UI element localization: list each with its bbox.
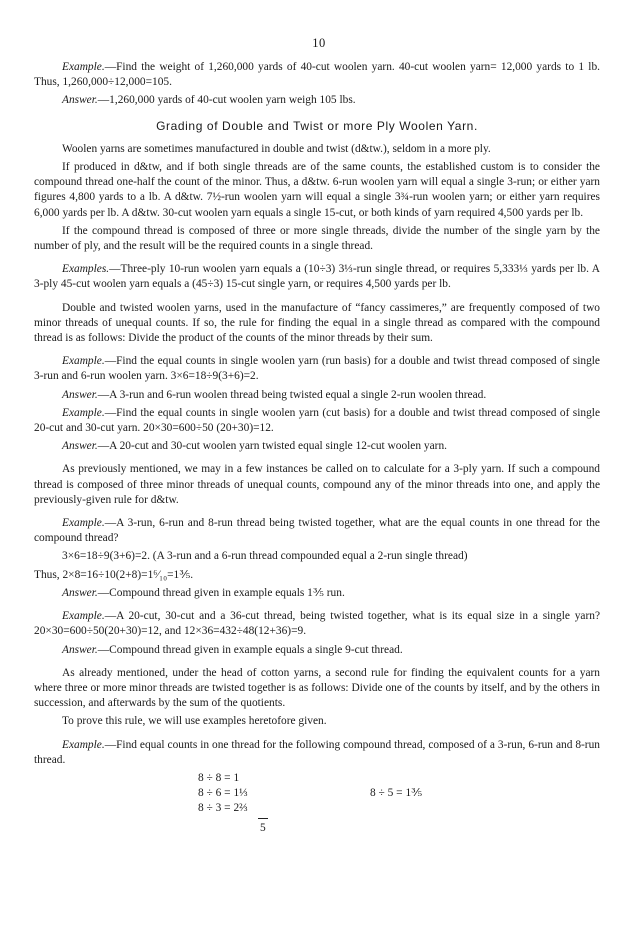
example-label: Example. <box>62 355 105 368</box>
example-text: —Find equal counts in one thread for the following compound thread, composed of a 3-run, 6-run and 8-run thread. <box>34 738 600 766</box>
answer-label: Answer. <box>62 643 98 656</box>
example-text: —A 3-run, 6-run and 8-run thread being twisted together, what are the equal counts in one thread for the compound thread? <box>34 517 600 545</box>
example-text: —A 20-cut, 30-cut and a 36-cut thread, being twisted together, what is its equal size in a single yarn? 20×30=600÷50(20+30)=12, and 12×36=432÷48(12+36)=9. <box>34 610 600 638</box>
answer-text: —1,260,000 yards of 40-cut woolen yarn weigh 105 lbs. <box>97 94 356 107</box>
calc-sum: 5 <box>260 821 266 834</box>
section-heading: Grading of Double and Twist or more Ply Woolen Yarn. <box>156 118 478 133</box>
answer-text: —Compound thread given in example equals a single 9-cut thread. <box>97 643 403 656</box>
example-label: Examples. <box>62 263 110 276</box>
example-text: —Find the weight of 1,260,000 yards of 40-cut woolen yarn. 40-cut woolen yarn= 12,000 yards to 1 lb. Thus, 1,260,000÷12,000=105. <box>34 61 600 89</box>
paragraph: Woolen yarns are sometimes manufactured in double and twist (d&tw.), seldom in a more ply. <box>62 142 491 155</box>
answer-run-basis <box>34 388 600 403</box>
example-run-basis <box>34 354 600 384</box>
example-cut-three-ply <box>34 609 600 639</box>
calc-line: 8 ÷ 8 = 1 <box>198 771 240 784</box>
answer-text: —Compound thread given in example equals 1⅗ run. <box>97 586 345 599</box>
example-label: Example. <box>62 61 105 73</box>
example-label: Example. <box>62 610 105 623</box>
answer-label: Answer. <box>62 388 98 401</box>
paragraph: As previously mentioned, we may in a few instances be called on to calculate for a 3-ply yarn. If such a compound thread is composed of three minor threads of unequal counts, compound any of the minor threads into one, and apply the previously-given rule for d&tw. <box>34 463 600 506</box>
calc-line: 8 ÷ 6 = 1⅓ <box>198 786 248 799</box>
calc-line: 8 ÷ 3 = 2⅔ <box>198 801 248 814</box>
calculation: 3×6=18÷9(3+6)=2. (A 3-run and a 6-run thread compounded equal a 2-run single thread) <box>62 550 468 563</box>
answer-cut-basis <box>34 439 600 454</box>
example-weight <box>34 60 600 90</box>
answer-text: —A 3-run and 6-run woolen thread being twisted equal a single 2-run woolen thread. <box>97 388 487 401</box>
example-text: —Find the equal counts in single woolen yarn (run basis) for a double and twist thread composed of single 3-run and 6-run woolen yarn. 3×6=18÷9(3+6)=2. <box>34 355 600 383</box>
example-label: Example. <box>62 517 105 530</box>
answer-three-ply <box>34 586 600 601</box>
answer-weight <box>34 93 600 108</box>
example-cut-basis <box>34 406 600 436</box>
paragraph: If the compound thread is composed of three or more single threads, divide the number of the single yarn by the number of ply, and the result will be the required counts in a single thread. <box>34 224 600 253</box>
example-second-rule <box>34 738 600 768</box>
division-calculation <box>34 771 600 833</box>
calculation: Thus, 2×8=16÷10(2+8)=1⁶⁄₁₀=1⅗. <box>34 568 194 581</box>
paragraph: Double and twisted woolen yarns, used in the manufacture of “fancy cassimeres,” are frequently composed of two minor threads of unequal counts. If so, the rule for finding the equal in a single thread as compared with the compound thread is as follows: Divide the product of the counts of the minor threads by their sum. <box>34 301 600 345</box>
answer-text: —A 20-cut and 30-cut woolen yarn twisted equal single 12-cut woolen yarn. <box>97 440 447 453</box>
page-body <box>34 60 600 833</box>
answer-label: Answer. <box>62 94 98 107</box>
example-label: Example. <box>62 406 105 419</box>
example-text: —Find the equal counts in single woolen yarn (cut basis) for a double and twist thread composed of single 20-cut and 30-cut yarn. 20×30=600÷50 (20+30)=12. <box>34 406 600 435</box>
example-label: Example. <box>62 738 105 751</box>
example-ply <box>34 262 600 292</box>
sum-rule <box>258 818 268 819</box>
answer-cut-three-ply <box>34 643 600 658</box>
answer-label: Answer. <box>62 586 98 599</box>
example-three-ply <box>34 516 600 546</box>
example-text: —Three-ply 10-run woolen yarn equals a (10÷3) 3⅓-run single thread, or requires 5,333⅓ yards per lb. A 3-ply 45-cut woolen yarn equals a (45÷3) 15-cut single yarn, or requires 4,500 yards per lb. <box>34 263 600 291</box>
paragraph: To prove this rule, we will use examples heretofore given. <box>62 715 327 728</box>
paragraph: As already mentioned, under the head of cotton yarns, a second rule for finding the equivalent counts for a yarn where three or more minor threads are twisted together is as follows: Divide one of the counts by itself, and by the others in succession, and afterwards by the sum of the quotients. <box>34 666 600 710</box>
paragraph: If produced in d&tw, and if both single threads are of the same counts, the established custom is to consider the compound thread one-half the count of the minor. Thus, a d&tw. 6-run woolen yarn will equal a single 3-run; or either yarn figures 4,800 yards to a lb. A d&tw. 7½-run woolen yarn will equal a single 3¾-run woolen yarn; or either yarn requires 6,000 yards per lb. A d&tw. 30-cut woolen yarn equals a single 15-cut, or both kinds of yarn required 4,500 yards per lb. <box>34 161 600 219</box>
answer-label: Answer. <box>62 440 98 453</box>
page-number: 10 <box>312 36 326 50</box>
calc-result: 8 ÷ 5 = 1⅗ <box>370 786 423 799</box>
